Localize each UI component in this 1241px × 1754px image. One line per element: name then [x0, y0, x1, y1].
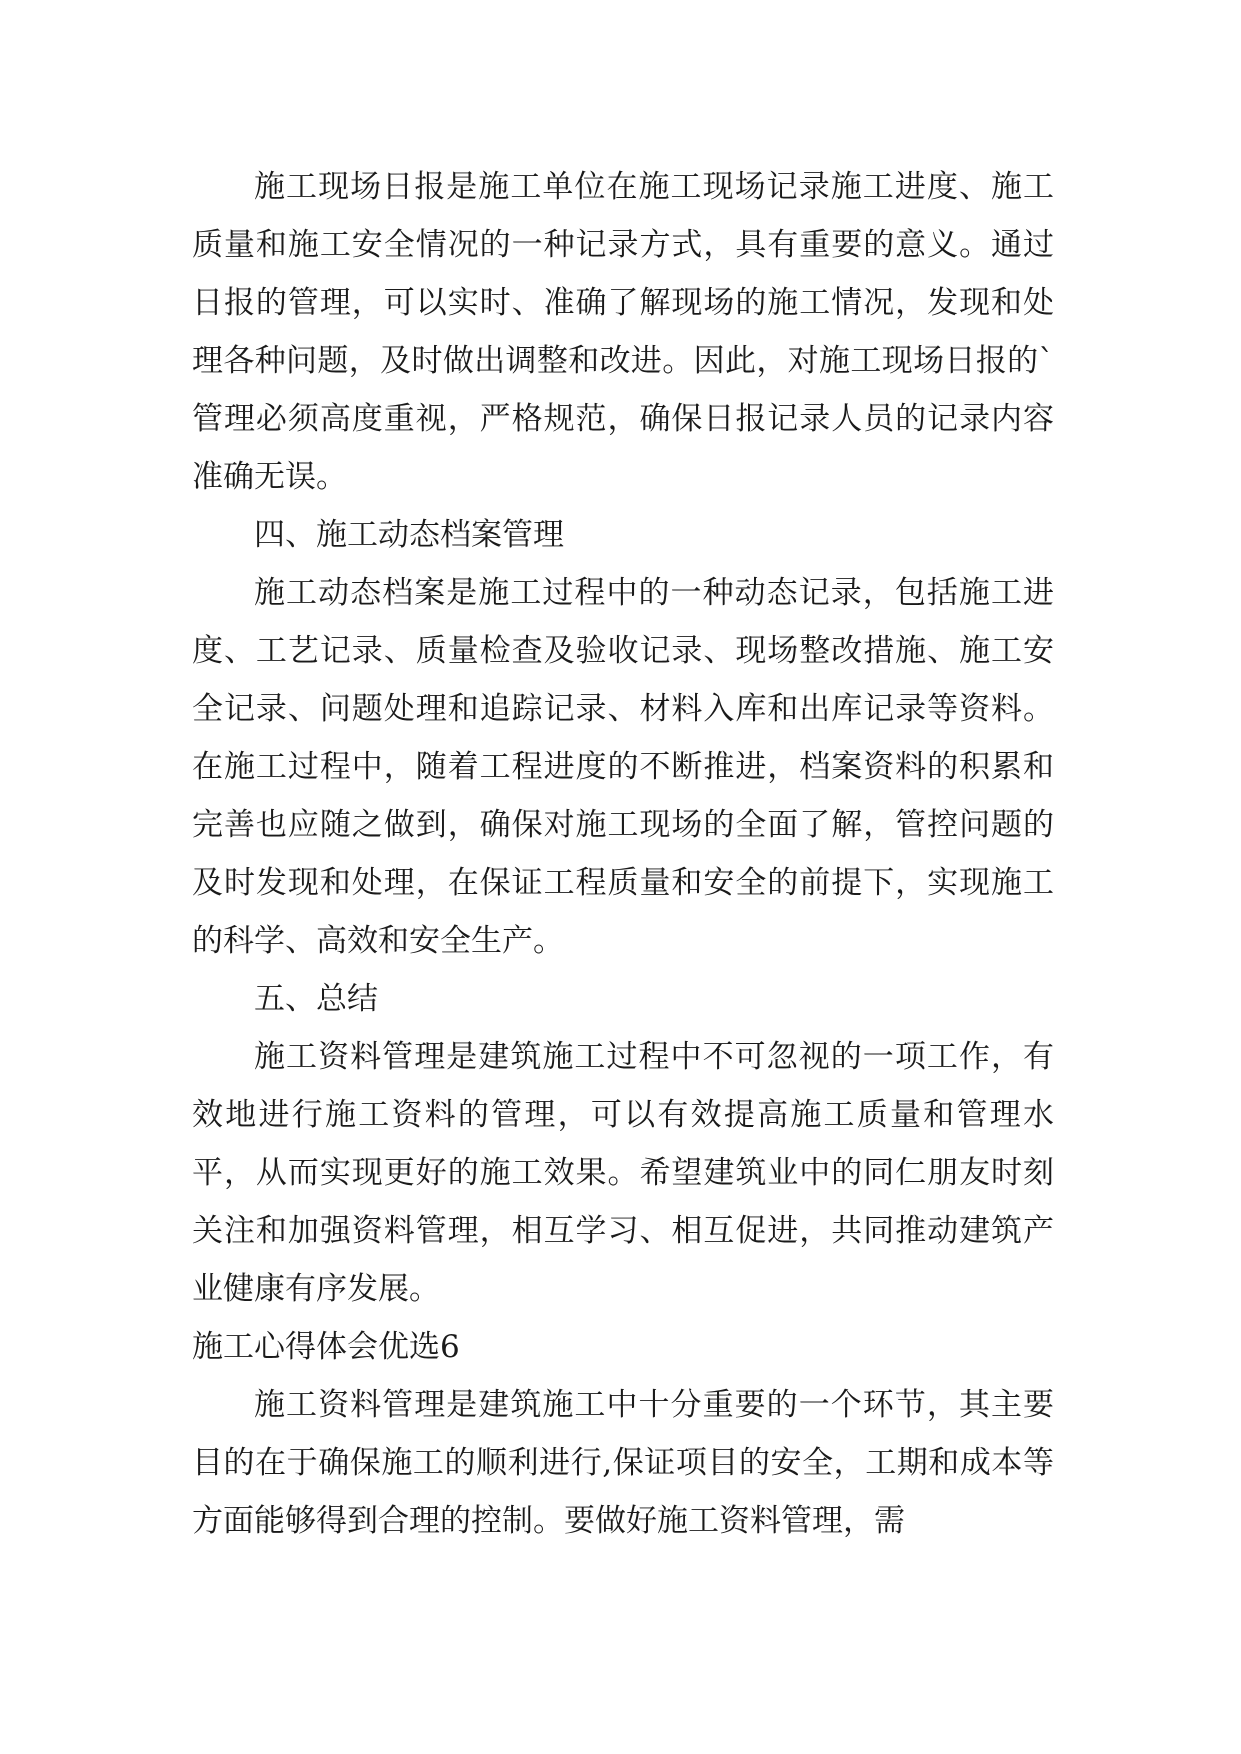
heading-dynamic-archive: 四、施工动态档案管理	[254, 517, 564, 553]
paragraph-material-management: 施工资料管理是建筑施工中十分重要的一个环节，其主要目的在于确保施工的顺利进行,保证项目的安全，工期和成本等方面能够得到合理的控制。要做好施工资料管理，需	[192, 1387, 1054, 1539]
paragraph-site-daily-report: 施工现场日报是施工单位在施工现场记录施工进度、施工质量和施工安全情况的一种记录方式，具有重要的意义。通过日报的管理，可以实时、准确了解现场的施工情况，发现和处理各种问题，及时做出调整和改进。因此，对施工现场日报的`管理必须高度重视，严格规范，确保日报记录人员的记录内容准确无误。	[192, 169, 1054, 495]
paragraph-dynamic-archive: 施工动态档案是施工过程中的一种动态记录，包括施工进度、工艺记录、质量检查及验收记录、现场整改措施、施工安全记录、问题处理和追踪记录、材料入库和出库记录等资料。在施工过程中，随着工程进度的不断推进，档案资料的积累和完善也应随之做到，确保对施工现场的全面了解，管控问题的及时发现和处理，在保证工程质量和安全的前提下，实现施工的科学、高效和安全生产。	[192, 575, 1054, 959]
section-title-6: 施工心得体会优选6	[192, 1329, 460, 1365]
paragraph-summary: 施工资料管理是建筑施工过程中不可忽视的一项工作，有效地进行施工资料的管理，可以有效提高施工质量和管理水平，从而实现更好的施工效果。希望建筑业中的同仁朋友时刻关注和加强资料管理，相互学习、相互促进，共同推动建筑产业健康有序发展。	[192, 1039, 1054, 1307]
document-body	[192, 158, 1054, 1550]
heading-summary: 五、总结	[254, 981, 378, 1017]
